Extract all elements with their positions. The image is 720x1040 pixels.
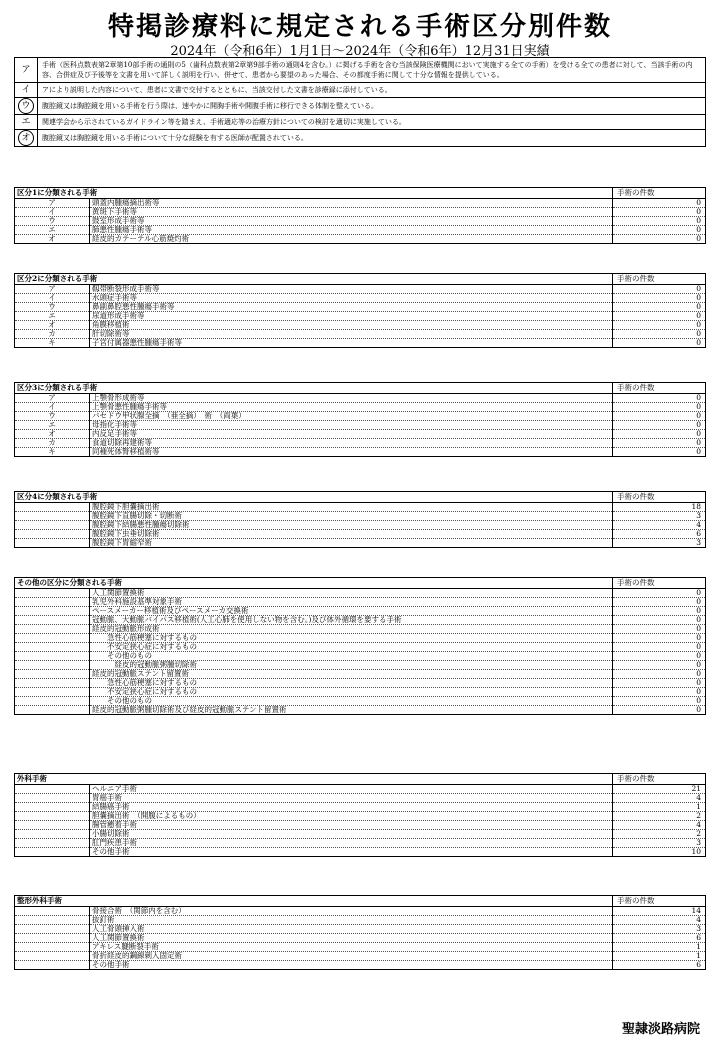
row-mark	[15, 803, 90, 812]
surgery-name: 黄斑下手術等	[90, 208, 613, 217]
table-row	[15, 934, 706, 943]
row-mark	[15, 539, 90, 548]
row-mark	[15, 530, 90, 539]
section-title: 整形外科手術	[15, 896, 613, 907]
surgery-name: 急性心筋梗塞に対するもの	[90, 679, 613, 688]
surgery-count: 14	[613, 907, 706, 916]
surgery-count: 0	[613, 235, 706, 244]
table-row	[15, 821, 706, 830]
surgery-count: 0	[613, 448, 706, 457]
table-row	[15, 539, 706, 548]
surgery-name: 鼓室形成手術等	[90, 217, 613, 226]
surgery-name: 上顎骨形成術等	[90, 394, 613, 403]
table-row	[15, 688, 706, 697]
count-header: 手術の件数	[613, 383, 706, 394]
table-row	[15, 403, 706, 412]
hospital-name: 聖隷淡路病院	[621, 1022, 700, 1037]
table-row	[15, 952, 706, 961]
surgery-name: 腹腔鏡下胃縮窄術	[90, 539, 613, 548]
surgery-name: 人工骨頭挿入術	[90, 925, 613, 934]
surgery-count: 0	[613, 217, 706, 226]
table-row	[15, 503, 706, 512]
requirement-text: 腹腔鏡又は胸腔鏡を用いる手術を行う際は、速やかに開胸手術や開腹手術に移行できる体制を整えている。	[38, 98, 706, 115]
surgery-name: 抜釘術	[90, 916, 613, 925]
row-mark: イ	[15, 403, 90, 412]
surgery-count: 0	[613, 394, 706, 403]
section-title: 区分1に分類される手術	[15, 188, 613, 199]
row-mark	[15, 839, 90, 848]
surgery-name: 母指化手術等	[90, 421, 613, 430]
surgery-name: 腸管癒着手術	[90, 821, 613, 830]
surgery-name: その他のもの	[90, 697, 613, 706]
row-mark: エ	[15, 421, 90, 430]
row-mark	[15, 830, 90, 839]
surgery-name: 胃癌手術	[90, 794, 613, 803]
surgery-name: アキレス腱断裂手術	[90, 943, 613, 952]
surgery-name: 人工関節置換術	[90, 589, 613, 598]
period-subtitle: 2024年（令和6年）1月1日～2024年（令和6年）12月31日実績	[170, 44, 550, 59]
table-row	[15, 652, 706, 661]
page-title: 特掲診療料に規定される手術区分別件数	[107, 12, 612, 42]
row-mark	[15, 907, 90, 916]
count-header: 手術の件数	[613, 578, 706, 589]
section-title: その他の区分に分類される手術	[15, 578, 613, 589]
surgery-count: 3	[613, 839, 706, 848]
row-mark: ア	[15, 199, 90, 208]
row-mark	[15, 521, 90, 530]
surgery-name: 骨接合術 （関節内を含む）	[90, 907, 613, 916]
surgery-name: その他のもの	[90, 652, 613, 661]
surgery-name: 冠動脈、大動脈バイパス移植術(人工心肺を使用しない物を含む。)及び体外循環を要する手術	[90, 616, 613, 625]
table-row	[15, 217, 706, 226]
requirement-text: 腹腔鏡又は胸腔鏡を用いる手術について十分な経験を有する医師が配置されている。	[38, 130, 706, 147]
row-mark	[15, 661, 90, 670]
table-row	[15, 812, 706, 821]
surgery-name: 急性心筋梗塞に対するもの	[90, 634, 613, 643]
surgery-count: 3	[613, 512, 706, 521]
surgery-count: 0	[613, 226, 706, 235]
surgery-count: 0	[613, 598, 706, 607]
surgery-count: 10	[613, 848, 706, 857]
requirement-row	[15, 130, 706, 147]
section-header	[15, 774, 706, 785]
surgery-count: 6	[613, 961, 706, 970]
row-mark	[15, 598, 90, 607]
table-row	[15, 589, 706, 598]
surgery-name: 子宮付属器悪性腫瘍手術等	[90, 339, 613, 348]
surgery-count: 2	[613, 830, 706, 839]
row-mark: エ	[15, 312, 90, 321]
surgery-name: 内反足手術等	[90, 430, 613, 439]
surgery-count: 6	[613, 934, 706, 943]
row-mark	[15, 925, 90, 934]
surgery-name: 靱帯断裂形成手術等	[90, 285, 613, 294]
surgery-count: 0	[613, 412, 706, 421]
surgery-section-table	[14, 577, 706, 715]
surgery-section-table	[14, 895, 706, 970]
surgery-count: 0	[613, 199, 706, 208]
surgery-count: 0	[613, 670, 706, 679]
surgery-name: 乳児外科施設基準対象手術	[90, 598, 613, 607]
table-row	[15, 848, 706, 857]
table-row	[15, 830, 706, 839]
row-mark	[15, 616, 90, 625]
table-row	[15, 839, 706, 848]
row-mark: カ	[15, 330, 90, 339]
surgery-name: 骨折経皮的鋼線刺入固定術	[90, 952, 613, 961]
surgery-count: 21	[613, 785, 706, 794]
table-row	[15, 961, 706, 970]
surgery-name: 経皮的冠動脈粥腫切除術及び経皮的冠動脈ステント留置術	[90, 706, 613, 715]
surgery-name: その他手術	[90, 961, 613, 970]
row-mark	[15, 848, 90, 857]
surgery-name: 胆嚢摘出術 （開腹によるもの）	[90, 812, 613, 821]
row-mark	[15, 952, 90, 961]
section-title: 区分4に分類される手術	[15, 492, 613, 503]
surgery-count: 0	[613, 208, 706, 217]
count-header: 手術の件数	[613, 896, 706, 907]
requirement-mark	[15, 130, 38, 147]
row-mark	[15, 706, 90, 715]
surgery-count: 0	[613, 634, 706, 643]
surgery-name: バセドウ甲状腺全摘 （亜全摘） 術 （両葉）	[90, 412, 613, 421]
row-mark: キ	[15, 339, 90, 348]
row-mark	[15, 634, 90, 643]
table-row	[15, 208, 706, 217]
requirement-text: 関連学会から示されているガイドライン等を踏まえ、手術適応等の治療方針についての検討を適切に実施している。	[38, 115, 706, 130]
surgery-count: 0	[613, 421, 706, 430]
table-row	[15, 661, 706, 670]
table-row	[15, 670, 706, 679]
row-mark	[15, 679, 90, 688]
surgery-count: 0	[613, 679, 706, 688]
section-header	[15, 188, 706, 199]
surgery-count: 0	[613, 339, 706, 348]
row-mark	[15, 589, 90, 598]
requirement-row	[15, 98, 706, 115]
surgery-name: 肺悪性腫瘍手術等	[90, 226, 613, 235]
surgery-count: 0	[613, 697, 706, 706]
surgery-name: 腹腔鏡下結腸悪性腫瘍切除術	[90, 521, 613, 530]
surgery-count: 0	[613, 625, 706, 634]
section-header	[15, 383, 706, 394]
surgery-name: 同種死体腎移植術等	[90, 448, 613, 457]
section-header	[15, 578, 706, 589]
row-mark	[15, 625, 90, 634]
table-row	[15, 235, 706, 244]
surgery-count: 4	[613, 916, 706, 925]
row-mark: キ	[15, 448, 90, 457]
row-mark	[15, 812, 90, 821]
requirement-row	[15, 83, 706, 98]
table-row	[15, 512, 706, 521]
surgery-name: 経皮的冠動脈形成術	[90, 625, 613, 634]
section-title: 区分2に分類される手術	[15, 274, 613, 285]
surgery-name: その他手術	[90, 848, 613, 857]
surgery-count: 18	[613, 503, 706, 512]
row-mark	[15, 794, 90, 803]
table-row	[15, 616, 706, 625]
requirement-text: 手術（医科点数表第2章第10部手術の通則の5（歯科点数表第2章第9部手術の通則4を含む。）に掲げる手術を含む当該保険医療機関において実施する全ての手術）を受ける全ての患者に対して、当該手術の内容、合併症及び予後等を文書を用いて詳しく説明を行い、併せて、患者から要望のあった場合、その都度手術に関して十分な情報を提供している。	[38, 58, 706, 83]
row-mark: エ	[15, 226, 90, 235]
surgery-count: 0	[613, 321, 706, 330]
table-row	[15, 634, 706, 643]
surgery-section-table	[14, 273, 706, 348]
surgery-section-table	[14, 187, 706, 244]
table-row	[15, 412, 706, 421]
table-row	[15, 421, 706, 430]
surgery-section-table	[14, 382, 706, 457]
table-row	[15, 943, 706, 952]
requirement-mark	[15, 98, 38, 115]
surgery-count: 0	[613, 285, 706, 294]
surgery-count: 0	[613, 688, 706, 697]
row-mark: オ	[15, 321, 90, 330]
row-mark	[15, 512, 90, 521]
table-row	[15, 706, 706, 715]
surgery-name: 不安定狭心症に対するもの	[90, 643, 613, 652]
table-row	[15, 303, 706, 312]
table-row	[15, 679, 706, 688]
surgery-count: 0	[613, 643, 706, 652]
surgery-count: 1	[613, 952, 706, 961]
row-mark: ウ	[15, 412, 90, 421]
surgery-count: 3	[613, 539, 706, 548]
surgery-name: 腹腔鏡下虫垂切除術	[90, 530, 613, 539]
table-row	[15, 643, 706, 652]
surgery-count: 4	[613, 821, 706, 830]
table-row	[15, 312, 706, 321]
row-mark: ウ	[15, 303, 90, 312]
section-header	[15, 274, 706, 285]
surgery-count: 0	[613, 589, 706, 598]
row-mark	[15, 697, 90, 706]
surgery-count: 4	[613, 521, 706, 530]
mark-label: エ	[21, 117, 31, 127]
table-row	[15, 321, 706, 330]
section-header	[15, 896, 706, 907]
row-mark: ア	[15, 285, 90, 294]
count-header: 手術の件数	[613, 774, 706, 785]
table-row	[15, 697, 706, 706]
requirement-mark	[15, 115, 38, 130]
surgery-count: 0	[613, 330, 706, 339]
table-row	[15, 226, 706, 235]
table-row	[15, 394, 706, 403]
surgery-count: 0	[613, 403, 706, 412]
surgery-count: 0	[613, 439, 706, 448]
surgery-count: 1	[613, 943, 706, 952]
row-mark	[15, 652, 90, 661]
surgery-count: 6	[613, 530, 706, 539]
row-mark	[15, 916, 90, 925]
table-row	[15, 430, 706, 439]
requirement-row	[15, 58, 706, 83]
surgery-name: 不安定狭心症に対するもの	[90, 688, 613, 697]
row-mark: カ	[15, 439, 90, 448]
table-row	[15, 598, 706, 607]
surgery-count: 2	[613, 812, 706, 821]
surgery-name: 経皮的冠動脈ステント留置術	[90, 670, 613, 679]
surgery-name: 小腸切除術	[90, 830, 613, 839]
row-mark: オ	[15, 235, 90, 244]
surgery-count: 0	[613, 312, 706, 321]
table-row	[15, 803, 706, 812]
surgery-count: 0	[613, 430, 706, 439]
requirement-row	[15, 115, 706, 130]
surgery-name: 頭蓋内腫瘍摘出術等	[90, 199, 613, 208]
surgery-count: 0	[613, 661, 706, 670]
table-row	[15, 625, 706, 634]
table-row	[15, 530, 706, 539]
table-row	[15, 330, 706, 339]
count-header: 手術の件数	[613, 492, 706, 503]
table-row	[15, 199, 706, 208]
surgery-name: 腹腔鏡下直腸切除・切断術	[90, 512, 613, 521]
surgery-count: 0	[613, 607, 706, 616]
row-mark	[15, 503, 90, 512]
table-row	[15, 925, 706, 934]
row-mark	[15, 961, 90, 970]
surgery-name: 鼻副鼻腔悪性腫瘍手術等	[90, 303, 613, 312]
surgery-count: 0	[613, 616, 706, 625]
surgery-count: 4	[613, 794, 706, 803]
row-mark	[15, 643, 90, 652]
table-row	[15, 907, 706, 916]
surgery-name: 尿道形成手術等	[90, 312, 613, 321]
circled-mark: オ	[18, 130, 34, 146]
table-row	[15, 448, 706, 457]
row-mark	[15, 821, 90, 830]
row-mark: ウ	[15, 217, 90, 226]
surgery-count: 0	[613, 294, 706, 303]
table-row	[15, 521, 706, 530]
section-title: 外科手術	[15, 774, 613, 785]
table-row	[15, 339, 706, 348]
mark-label: ア	[21, 65, 31, 75]
row-mark: イ	[15, 294, 90, 303]
surgery-name: ヘルニア手術	[90, 785, 613, 794]
surgery-name: 人工関節置換術	[90, 934, 613, 943]
requirement-text: アにより説明した内容について、患者に文書で交付するとともに、当該交付した文書を診療録に添付している。	[38, 83, 706, 98]
surgery-name: 腹腔鏡下胆嚢摘出術	[90, 503, 613, 512]
row-mark	[15, 934, 90, 943]
table-row	[15, 285, 706, 294]
row-mark	[15, 785, 90, 794]
surgery-name: 経皮的カテーテル心筋焼灼術	[90, 235, 613, 244]
surgery-count: 1	[613, 803, 706, 812]
requirement-mark	[15, 58, 38, 83]
surgery-name: ペースメーカー移植術及びペースメーカ交換術	[90, 607, 613, 616]
section-title: 区分3に分類される手術	[15, 383, 613, 394]
table-row	[15, 439, 706, 448]
surgery-name: 肝切除術等	[90, 330, 613, 339]
section-header	[15, 492, 706, 503]
table-row	[15, 785, 706, 794]
row-mark	[15, 688, 90, 697]
surgery-name: 肛門疾患手術	[90, 839, 613, 848]
surgery-count: 0	[613, 303, 706, 312]
row-mark	[15, 943, 90, 952]
table-row	[15, 794, 706, 803]
table-row	[15, 916, 706, 925]
count-header: 手術の件数	[613, 274, 706, 285]
row-mark: イ	[15, 208, 90, 217]
surgery-section-table	[14, 773, 706, 857]
surgery-name: 角膜移植術	[90, 321, 613, 330]
row-mark: オ	[15, 430, 90, 439]
surgery-name: 上顎骨悪性腫瘍手術等	[90, 403, 613, 412]
surgery-count: 0	[613, 652, 706, 661]
row-mark: ア	[15, 394, 90, 403]
surgery-count: 3	[613, 925, 706, 934]
table-row	[15, 607, 706, 616]
table-row	[15, 294, 706, 303]
row-mark	[15, 670, 90, 679]
mark-label: イ	[21, 85, 31, 95]
surgery-section-table	[14, 491, 706, 548]
surgery-name: 水頭症手術等	[90, 294, 613, 303]
circled-mark: ウ	[18, 98, 34, 114]
surgery-name: 経皮的冠動脈粥腫切除術	[90, 661, 613, 670]
requirements-table	[14, 57, 706, 147]
count-header: 手術の件数	[613, 188, 706, 199]
surgery-name: 結腸癌手術	[90, 803, 613, 812]
row-mark	[15, 607, 90, 616]
surgery-name: 食道切除再建術等	[90, 439, 613, 448]
requirement-mark	[15, 83, 38, 98]
surgery-count: 0	[613, 706, 706, 715]
